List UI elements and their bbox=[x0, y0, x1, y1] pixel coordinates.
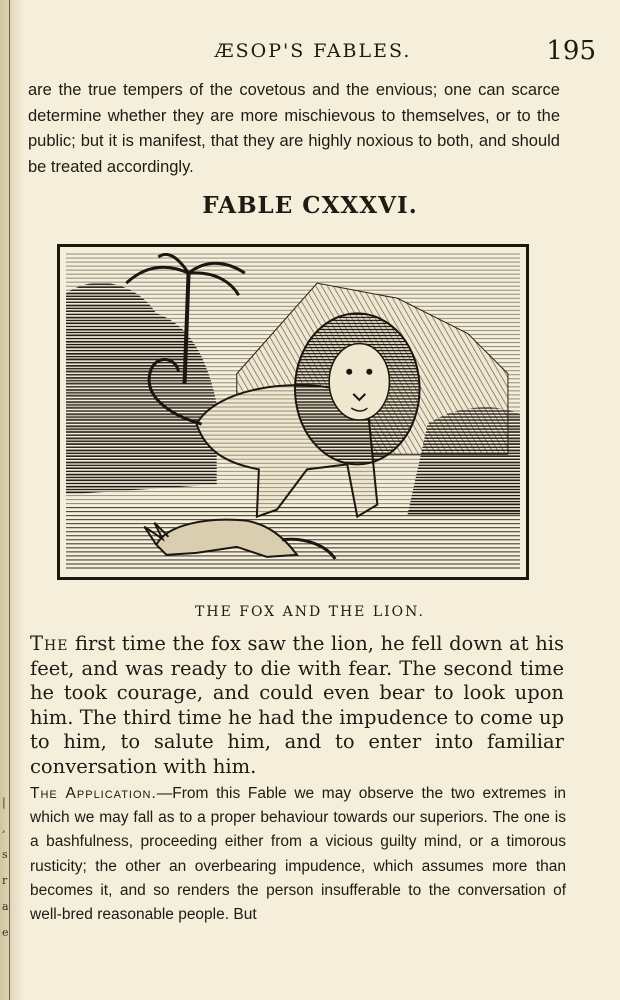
application-paragraph bbox=[30, 782, 566, 927]
application-label: The Application. bbox=[30, 785, 157, 802]
fox-and-lion-engraving bbox=[66, 253, 520, 571]
fable-title: FABLE CXXXVI. bbox=[202, 192, 418, 219]
page-header bbox=[26, 38, 600, 68]
fable-body: first time the fox saw the lion, he fell down at his feet, and was ready to die with fear. The second time he took courage, and could even bear to look upon him. The third time he had the impudence to come up to him, to salute him, and to enter into familiar conversation with him. bbox=[30, 632, 564, 778]
fable-text bbox=[30, 632, 564, 779]
page-number: 195 bbox=[546, 36, 596, 66]
fable-caption: THE FOX AND THE LION. bbox=[195, 604, 425, 620]
application-body: —From this Fable we may observe the two extremes in which we may fall as to a proper behaviour towards our superiors. The one is a bashfulness, proceeding either from a vicious guilty mind, or a timorous rusticity; the other an overbearing impudence, which assumes more than becomes it, and so renders the person insufferable to the conversation of well-bred reasonable people. But bbox=[30, 785, 566, 924]
intro-paragraph: are the true tempers of the covetous and the envious; one can scarce determine whether they are more mischievous to themselves, or to the public; but it is manifest, that they are highly noxious to both, and should be treated accordingly. bbox=[28, 81, 560, 176]
fable-illustration bbox=[57, 244, 529, 580]
page-edge-marks: | , s r a e bbox=[2, 796, 9, 939]
running-head: ÆSOP'S FABLES. bbox=[214, 40, 412, 62]
fable-first-word: The bbox=[30, 632, 69, 655]
